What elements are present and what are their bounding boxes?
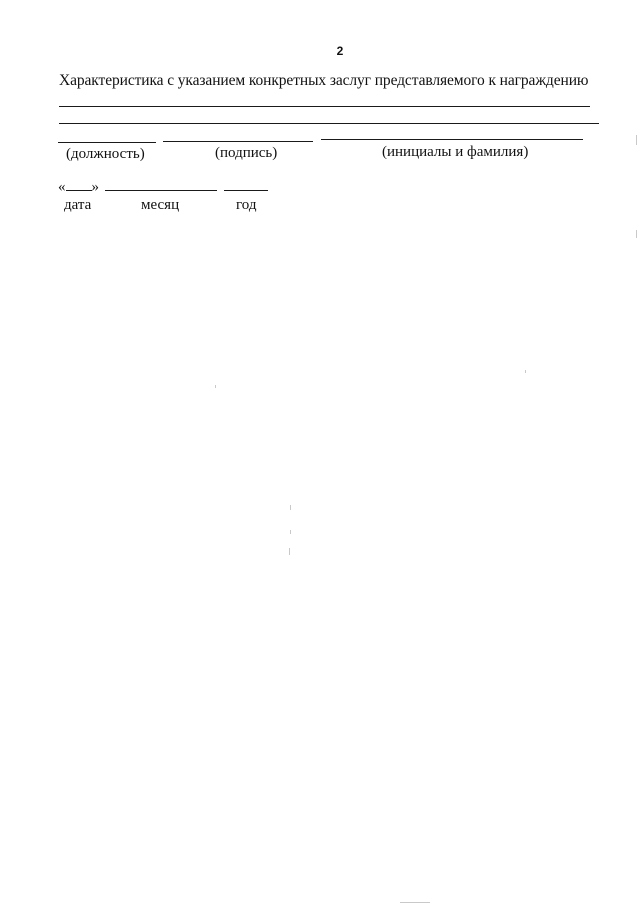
signature-line — [163, 141, 313, 142]
scan-speck — [290, 530, 291, 534]
position-line — [58, 142, 156, 143]
scan-speck — [290, 505, 291, 510]
signature-label: (подпись) — [215, 145, 278, 161]
name-label: (инициалы и фамилия) — [382, 144, 529, 160]
open-quote: « — [58, 179, 66, 195]
position-label: (должность) — [66, 146, 145, 162]
scan-speck — [400, 902, 430, 903]
month-label: месяц — [141, 197, 180, 213]
scan-speck — [215, 385, 216, 388]
characteristic-line-1 — [59, 106, 590, 107]
name-line — [321, 139, 583, 140]
day-label: дата — [64, 197, 92, 213]
scan-speck — [525, 370, 526, 373]
scan-speck — [636, 230, 637, 238]
close-quote: » — [91, 179, 99, 195]
month-blank — [105, 178, 217, 191]
date-field-row — [58, 178, 268, 196]
year-label: год — [236, 197, 257, 213]
year-blank — [224, 178, 268, 191]
day-blank — [66, 178, 92, 191]
scan-speck — [636, 135, 637, 145]
characteristic-line-2 — [59, 123, 599, 124]
document-heading: Характеристика с указанием конкретных заслуг представляемого к награждению — [59, 72, 589, 89]
scan-speck — [289, 548, 290, 555]
page-number: 2 — [336, 44, 344, 58]
